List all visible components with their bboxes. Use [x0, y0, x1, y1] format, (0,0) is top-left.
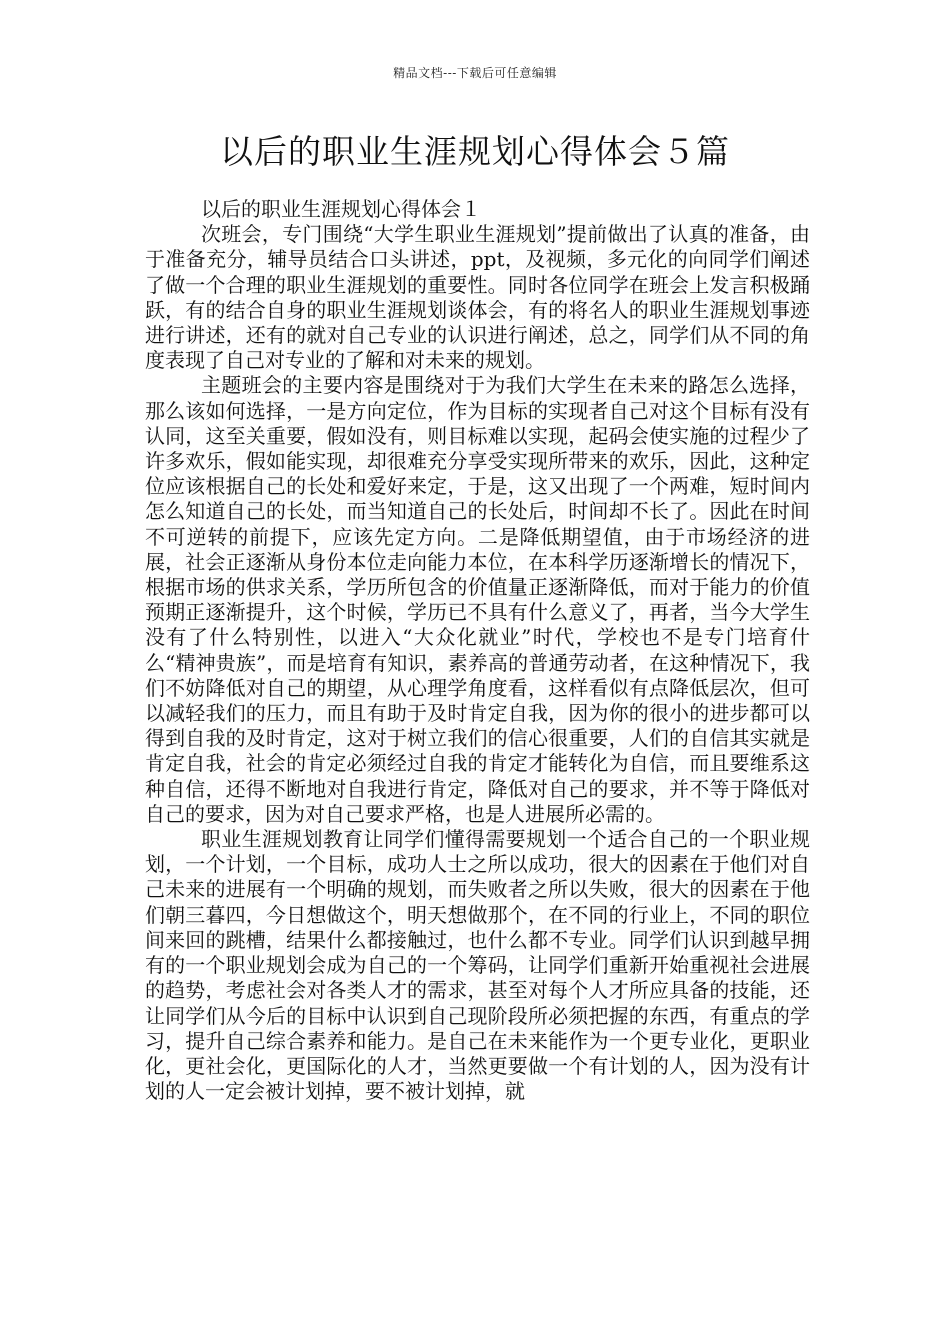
document-body [145, 197, 810, 1104]
section-heading: 以后的职业生涯规划心得体会１ [201, 197, 481, 221]
paragraph: 主题班会的主要内容是围绕对于为我们大学生在未来的路怎么选择，那么该如何选择，一是方向定位，作为目标的实现者自己对这个目标有没有认同，这至关重要，假如没有，则目标难以实现，起码会使实施的过程少了许多欢乐，假如能实现，却很难充分享受实现所带来的欢乐，因此，这种定位应该根据自己的长处和爱好来定，于是，这又出现了一个两难，短时间内怎么知道自己的长处，而当知道自己的长处后，时间却不长了。因此在时间不可逆转的前提下，应该先定方向。二是降低期望值，由于市场经济的进展，社会正逐渐从身份本位走向能力本位，在本科学历逐渐增长的情况下，根据市场的供求关系，学历所包含的价值量正逐渐降低，而对于能力的价值预期正逐渐提升，这个时候，学历已不具有什么意义了，再者，当今大学生没有了什么特别性，以进入“大众化就业”时代，学校也不是专门培育什么“精神贵族”，而是培育有知识，素养高的普通劳动者，在这种情况下，我们不妨降低对自己的期望，从心理学角度看，这样看似有点降低层次，但可以减轻我们的压力，而且有助于及时肯定自我，因为你的很小的进步都可以得到自我的及时肯定，这对于树立我们的信心很重要，人们的自信其实就是肯定自我，社会的肯定必须经过自我的肯定才能转化为自信，而且要维系这种自信，还得不断地对自我进行肯定，降低对自己的要求，并不等于降低对自己的要求，因为对自己要求严格，也是人进展所必需的。 [145, 373, 810, 826]
header-note: 精品文档---下载后可任意编辑 [393, 66, 557, 80]
paragraph: 次班会，专门围绕“大学生职业生涯规划”提前做出了认真的准备，由于准备充分，辅导员结合口头讲述，ppt，及视频，多元化的向同学们阐述了做一个合理的职业生涯规划的重要性。同时各位同学在班会上发言积极踊跃，有的结合自身的职业生涯规划谈体会，有的将名人的职业生涯规划事迹进行讲述，还有的就对自己专业的认识进行阐述，总之，同学们从不同的角度表现了自己对专业的了解和对未来的规划。 [145, 222, 810, 373]
document-title: 以后的职业生涯规划心得体会５篇 [220, 132, 730, 171]
paragraph: 职业生涯规划教育让同学们懂得需要规划一个适合自己的一个职业规划，一个计划，一个目标，成功人士之所以成功，很大的因素在于他们对自己未来的进展有一个明确的规划，而失败者之所以失败，很大的因素在于他们朝三暮四，今日想做这个，明天想做那个，在不同的行业上，不同的职位间来回的跳槽，结果什么都接触过，也什么都不专业。同学们认识到越早拥有的一个职业规划会成为自己的一个筹码，让同学们重新开始重视社会进展的趋势，考虑社会对各类人才的需求，甚至对每个人才所应具备的技能，还让同学们从今后的目标中认识到自己现阶段所必须把握的东西，有重点的学习，提升自己综合素养和能力。是自己在未来能作为一个更专业化，更职业化，更社会化，更国际化的人才，当然更要做一个有计划的人，因为没有计划的人一定会被计划掉，要不被计划掉，就 [145, 827, 810, 1104]
